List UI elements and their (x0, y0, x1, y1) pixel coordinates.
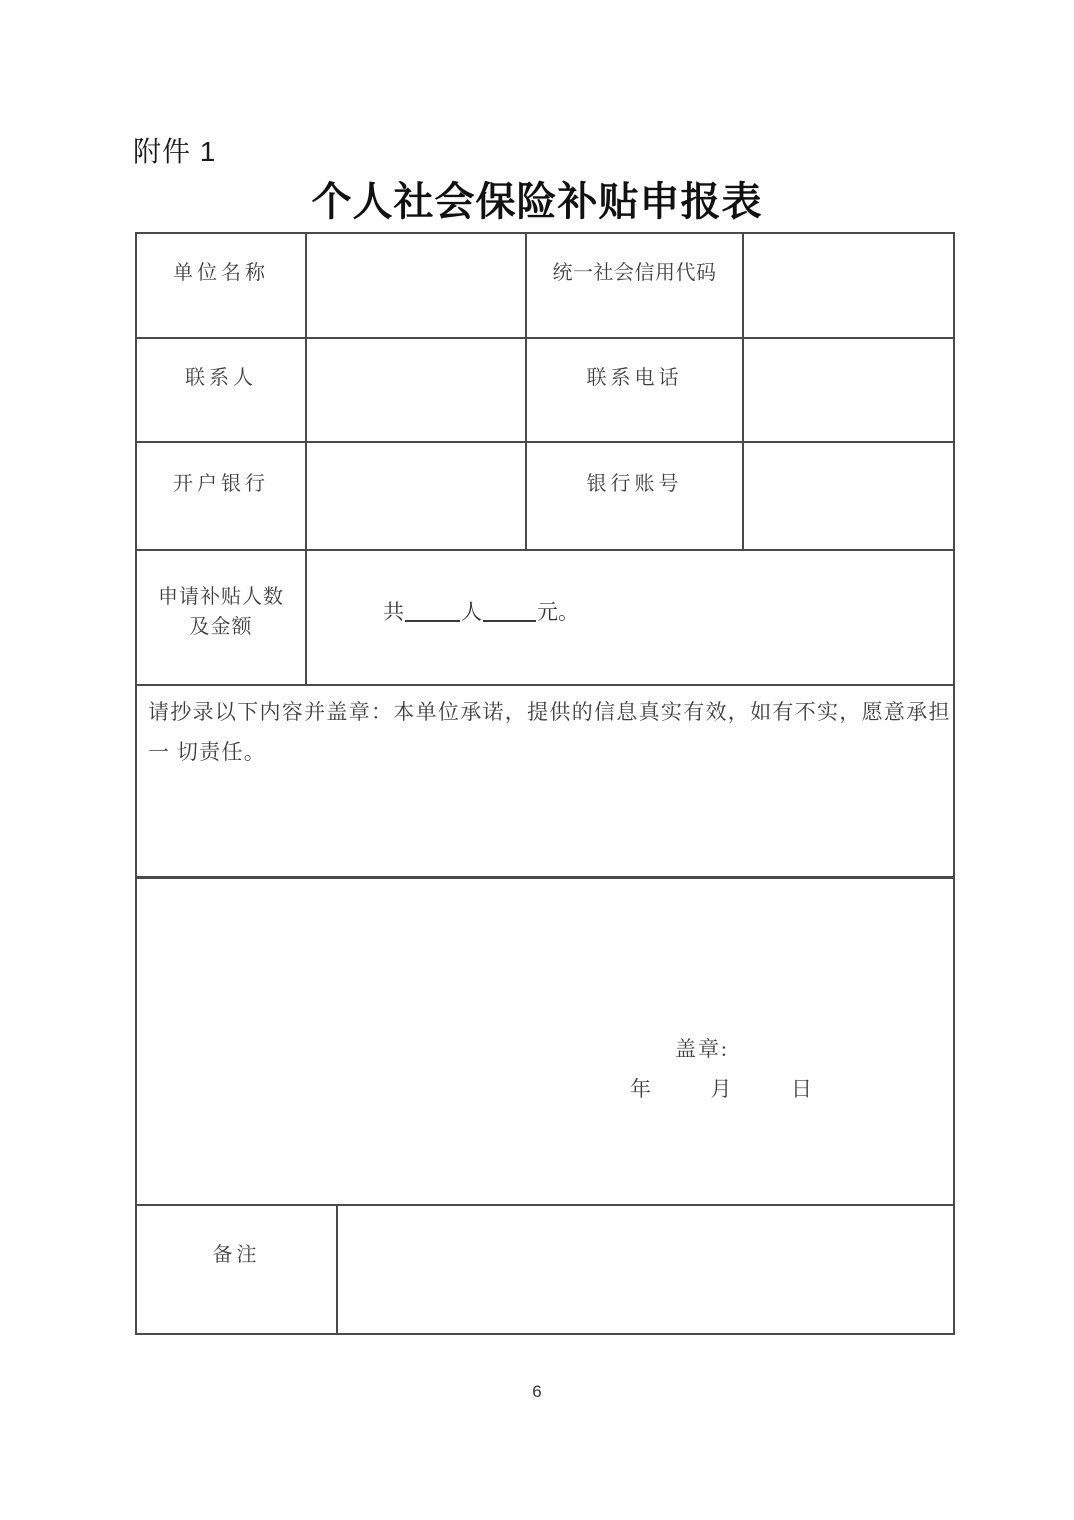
remark-label: 备注 (137, 1206, 338, 1333)
year-label: 年 (630, 1077, 651, 1101)
signature-block (630, 1029, 812, 1109)
contact-phone-label: 联系电话 (527, 339, 744, 441)
subsidy-count-amount-label (137, 551, 307, 684)
page-title: 个人社会保险补贴申报表 (311, 179, 763, 224)
pledge-cell (137, 686, 953, 876)
bank-name-label: 开户银行 (137, 443, 307, 549)
table-row (137, 1206, 953, 1333)
pledge-line2: 一 切责任。 (148, 740, 267, 764)
month-label: 月 (710, 1077, 732, 1101)
pledge-line1: 请抄录以下内容并盖章：本单位承诺，提供的信息真实有效，如有不实，愿意承担 (148, 700, 951, 724)
table-row (137, 551, 953, 686)
people-unit: 人 (461, 600, 482, 624)
subsidy-label-line2: 及金额 (189, 615, 253, 638)
subsidy-label-line1: 申请补贴人数 (158, 585, 284, 608)
table-row (137, 234, 953, 339)
subsidy-prefix: 共 (383, 600, 404, 624)
table-row (137, 686, 953, 879)
bank-name-cell[interactable] (307, 443, 527, 549)
day-label: 日 (791, 1077, 812, 1101)
unit-name-label: 单位名称 (137, 234, 307, 337)
contact-phone-cell[interactable] (744, 339, 953, 441)
bank-account-label: 银行账号 (527, 443, 744, 549)
attachment-label: 附件 1 (133, 136, 217, 167)
money-amount-blank[interactable] (483, 600, 536, 622)
money-unit: 元。 (537, 600, 579, 624)
unit-name-cell[interactable] (307, 234, 527, 337)
credit-code-cell[interactable] (744, 234, 953, 337)
table-row (137, 443, 953, 551)
table-row (137, 879, 953, 1206)
credit-code-label: 统一社会信用代码 (527, 234, 744, 337)
contact-person-cell[interactable] (307, 339, 527, 441)
page-number: 6 (532, 1382, 542, 1401)
table-row (137, 339, 953, 443)
subsidy-value-cell (307, 551, 953, 684)
declaration-form-table (135, 232, 955, 1335)
date-line (630, 1069, 812, 1109)
contact-person-label: 联系人 (137, 339, 307, 441)
signature-cell[interactable] (137, 879, 953, 1204)
bank-account-cell[interactable] (744, 443, 953, 549)
people-count-blank[interactable] (405, 600, 460, 622)
remark-cell[interactable] (338, 1206, 953, 1333)
seal-label: 盖章: (675, 1037, 729, 1061)
